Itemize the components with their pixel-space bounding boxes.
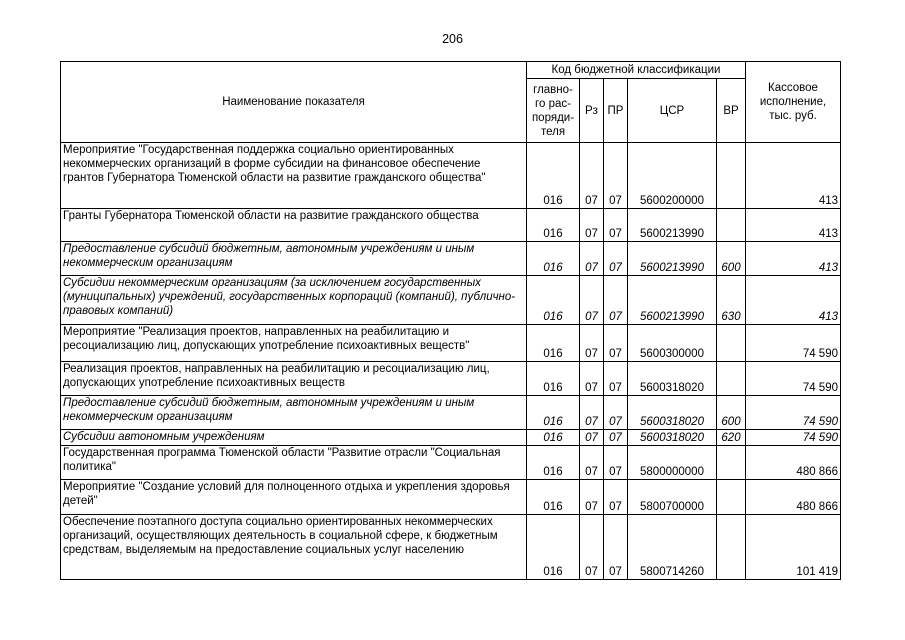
row-vr bbox=[717, 209, 746, 242]
row-csr: 5800000000 bbox=[628, 446, 717, 480]
header-csr: ЦСР bbox=[628, 79, 717, 143]
row-pr: 07 bbox=[604, 276, 628, 325]
row-pr: 07 bbox=[604, 242, 628, 276]
row-vr: 620 bbox=[717, 430, 746, 446]
row-name: Гранты Губернатора Тюменской области на развитие гражданского общества bbox=[61, 209, 527, 242]
row-vr: 600 bbox=[717, 396, 746, 430]
row-rz: 07 bbox=[580, 430, 604, 446]
row-rz: 07 bbox=[580, 446, 604, 480]
row-amount: 480 866 bbox=[746, 480, 841, 515]
row-csr: 5600213990 bbox=[628, 276, 717, 325]
row-vr: 600 bbox=[717, 242, 746, 276]
row-vr: 630 bbox=[717, 276, 746, 325]
page-number: 206 bbox=[442, 32, 463, 46]
row-name: Обеспечение поэтапного доступа социально ориентированных некоммерческих организаций, осуществляющих деятельность в социальной сфере, к бюджетным средствам, выделяемым на предоставление социальных услуг населению bbox=[61, 515, 527, 580]
row-vr bbox=[717, 362, 746, 396]
row-pr: 07 bbox=[604, 209, 628, 242]
row-name: Предоставление субсидий бюджетным, автономным учреждениям и иным некоммерческим организациям bbox=[61, 396, 527, 430]
row-pr: 07 bbox=[604, 430, 628, 446]
row-rz: 07 bbox=[580, 396, 604, 430]
row-csr: 5600300000 bbox=[628, 325, 717, 362]
row-name: Предоставление субсидий бюджетным, автономным учреждениям и иным некоммерческим организациям bbox=[61, 242, 527, 276]
row-csr: 5600318020 bbox=[628, 396, 717, 430]
row-pr: 07 bbox=[604, 480, 628, 515]
row-glav: 016 bbox=[527, 276, 580, 325]
table-body bbox=[61, 143, 841, 580]
row-csr: 5600318020 bbox=[628, 362, 717, 396]
row-pr: 07 bbox=[604, 325, 628, 362]
row-glav: 016 bbox=[527, 143, 580, 209]
row-amount: 74 590 bbox=[746, 430, 841, 446]
row-name: Государственная программа Тюменской области "Развитие отрасли "Социальная политика" bbox=[61, 446, 527, 480]
row-amount: 413 bbox=[746, 209, 841, 242]
row-vr bbox=[717, 446, 746, 480]
row-rz: 07 bbox=[580, 480, 604, 515]
row-csr: 5600213990 bbox=[628, 242, 717, 276]
row-csr: 5800714260 bbox=[628, 515, 717, 580]
header-amount: Кассовое исполнение, тыс. руб. bbox=[746, 62, 841, 143]
row-glav: 016 bbox=[527, 515, 580, 580]
row-rz: 07 bbox=[580, 242, 604, 276]
row-csr: 5600200000 bbox=[628, 143, 717, 209]
row-amount: 413 bbox=[746, 242, 841, 276]
header-name: Наименование показателя bbox=[61, 62, 527, 143]
header-code-group: Код бюджетной классификации bbox=[527, 62, 746, 79]
row-glav: 016 bbox=[527, 242, 580, 276]
row-csr: 5600213990 bbox=[628, 209, 717, 242]
row-amount: 480 866 bbox=[746, 446, 841, 480]
header-rz: Рз bbox=[580, 79, 604, 143]
row-pr: 07 bbox=[604, 396, 628, 430]
row-glav: 016 bbox=[527, 430, 580, 446]
row-vr bbox=[717, 143, 746, 209]
row-name: Мероприятие "Государственная поддержка социально ориентированных некоммерческих организаций в форме субсидии на финансовое обеспечение грантов Губернатора Тюменской области на развитие гражданского общества" bbox=[61, 143, 527, 209]
row-name: Субсидии автономным учреждениям bbox=[61, 430, 527, 446]
row-amount: 74 590 bbox=[746, 325, 841, 362]
header-glav: главно-го рас-поряди-теля bbox=[527, 79, 580, 143]
row-amount: 74 590 bbox=[746, 362, 841, 396]
row-glav: 016 bbox=[527, 396, 580, 430]
row-rz: 07 bbox=[580, 362, 604, 396]
header-pr: ПР bbox=[604, 79, 628, 143]
row-name: Мероприятие "Создание условий для полноценного отдыха и укрепления здоровья детей" bbox=[61, 480, 527, 515]
row-rz: 07 bbox=[580, 325, 604, 362]
row-rz: 07 bbox=[580, 515, 604, 580]
row-pr: 07 bbox=[604, 362, 628, 396]
row-glav: 016 bbox=[527, 325, 580, 362]
row-glav: 016 bbox=[527, 480, 580, 515]
row-vr bbox=[717, 515, 746, 580]
row-name: Реализация проектов, направленных на реабилитацию и ресоциализацию лиц, допускающих употребление психоактивных веществ bbox=[61, 362, 527, 396]
row-pr: 07 bbox=[604, 446, 628, 480]
row-glav: 016 bbox=[527, 209, 580, 242]
row-amount: 413 bbox=[746, 276, 841, 325]
row-vr bbox=[717, 480, 746, 515]
row-rz: 07 bbox=[580, 276, 604, 325]
row-amount: 74 590 bbox=[746, 396, 841, 430]
row-pr: 07 bbox=[604, 515, 628, 580]
row-glav: 016 bbox=[527, 446, 580, 480]
row-amount: 101 419 bbox=[746, 515, 841, 580]
budget-table bbox=[60, 61, 841, 580]
row-glav: 016 bbox=[527, 362, 580, 396]
row-vr bbox=[717, 325, 746, 362]
row-rz: 07 bbox=[580, 209, 604, 242]
row-rz: 07 bbox=[580, 143, 604, 209]
header-vr: ВР bbox=[717, 79, 746, 143]
row-csr: 5800700000 bbox=[628, 480, 717, 515]
row-pr: 07 bbox=[604, 143, 628, 209]
row-name: Мероприятие "Реализация проектов, направленных на реабилитацию и ресоциализацию лиц, допускающих употребление психоактивных веществ" bbox=[61, 325, 527, 362]
row-csr: 5600318020 bbox=[628, 430, 717, 446]
row-amount: 413 bbox=[746, 143, 841, 209]
row-name: Субсидии некоммерческим организациям (за исключением государственных (муниципальных) учреждений, государственных корпораций (компаний), публично-правовых компаний) bbox=[61, 276, 527, 325]
